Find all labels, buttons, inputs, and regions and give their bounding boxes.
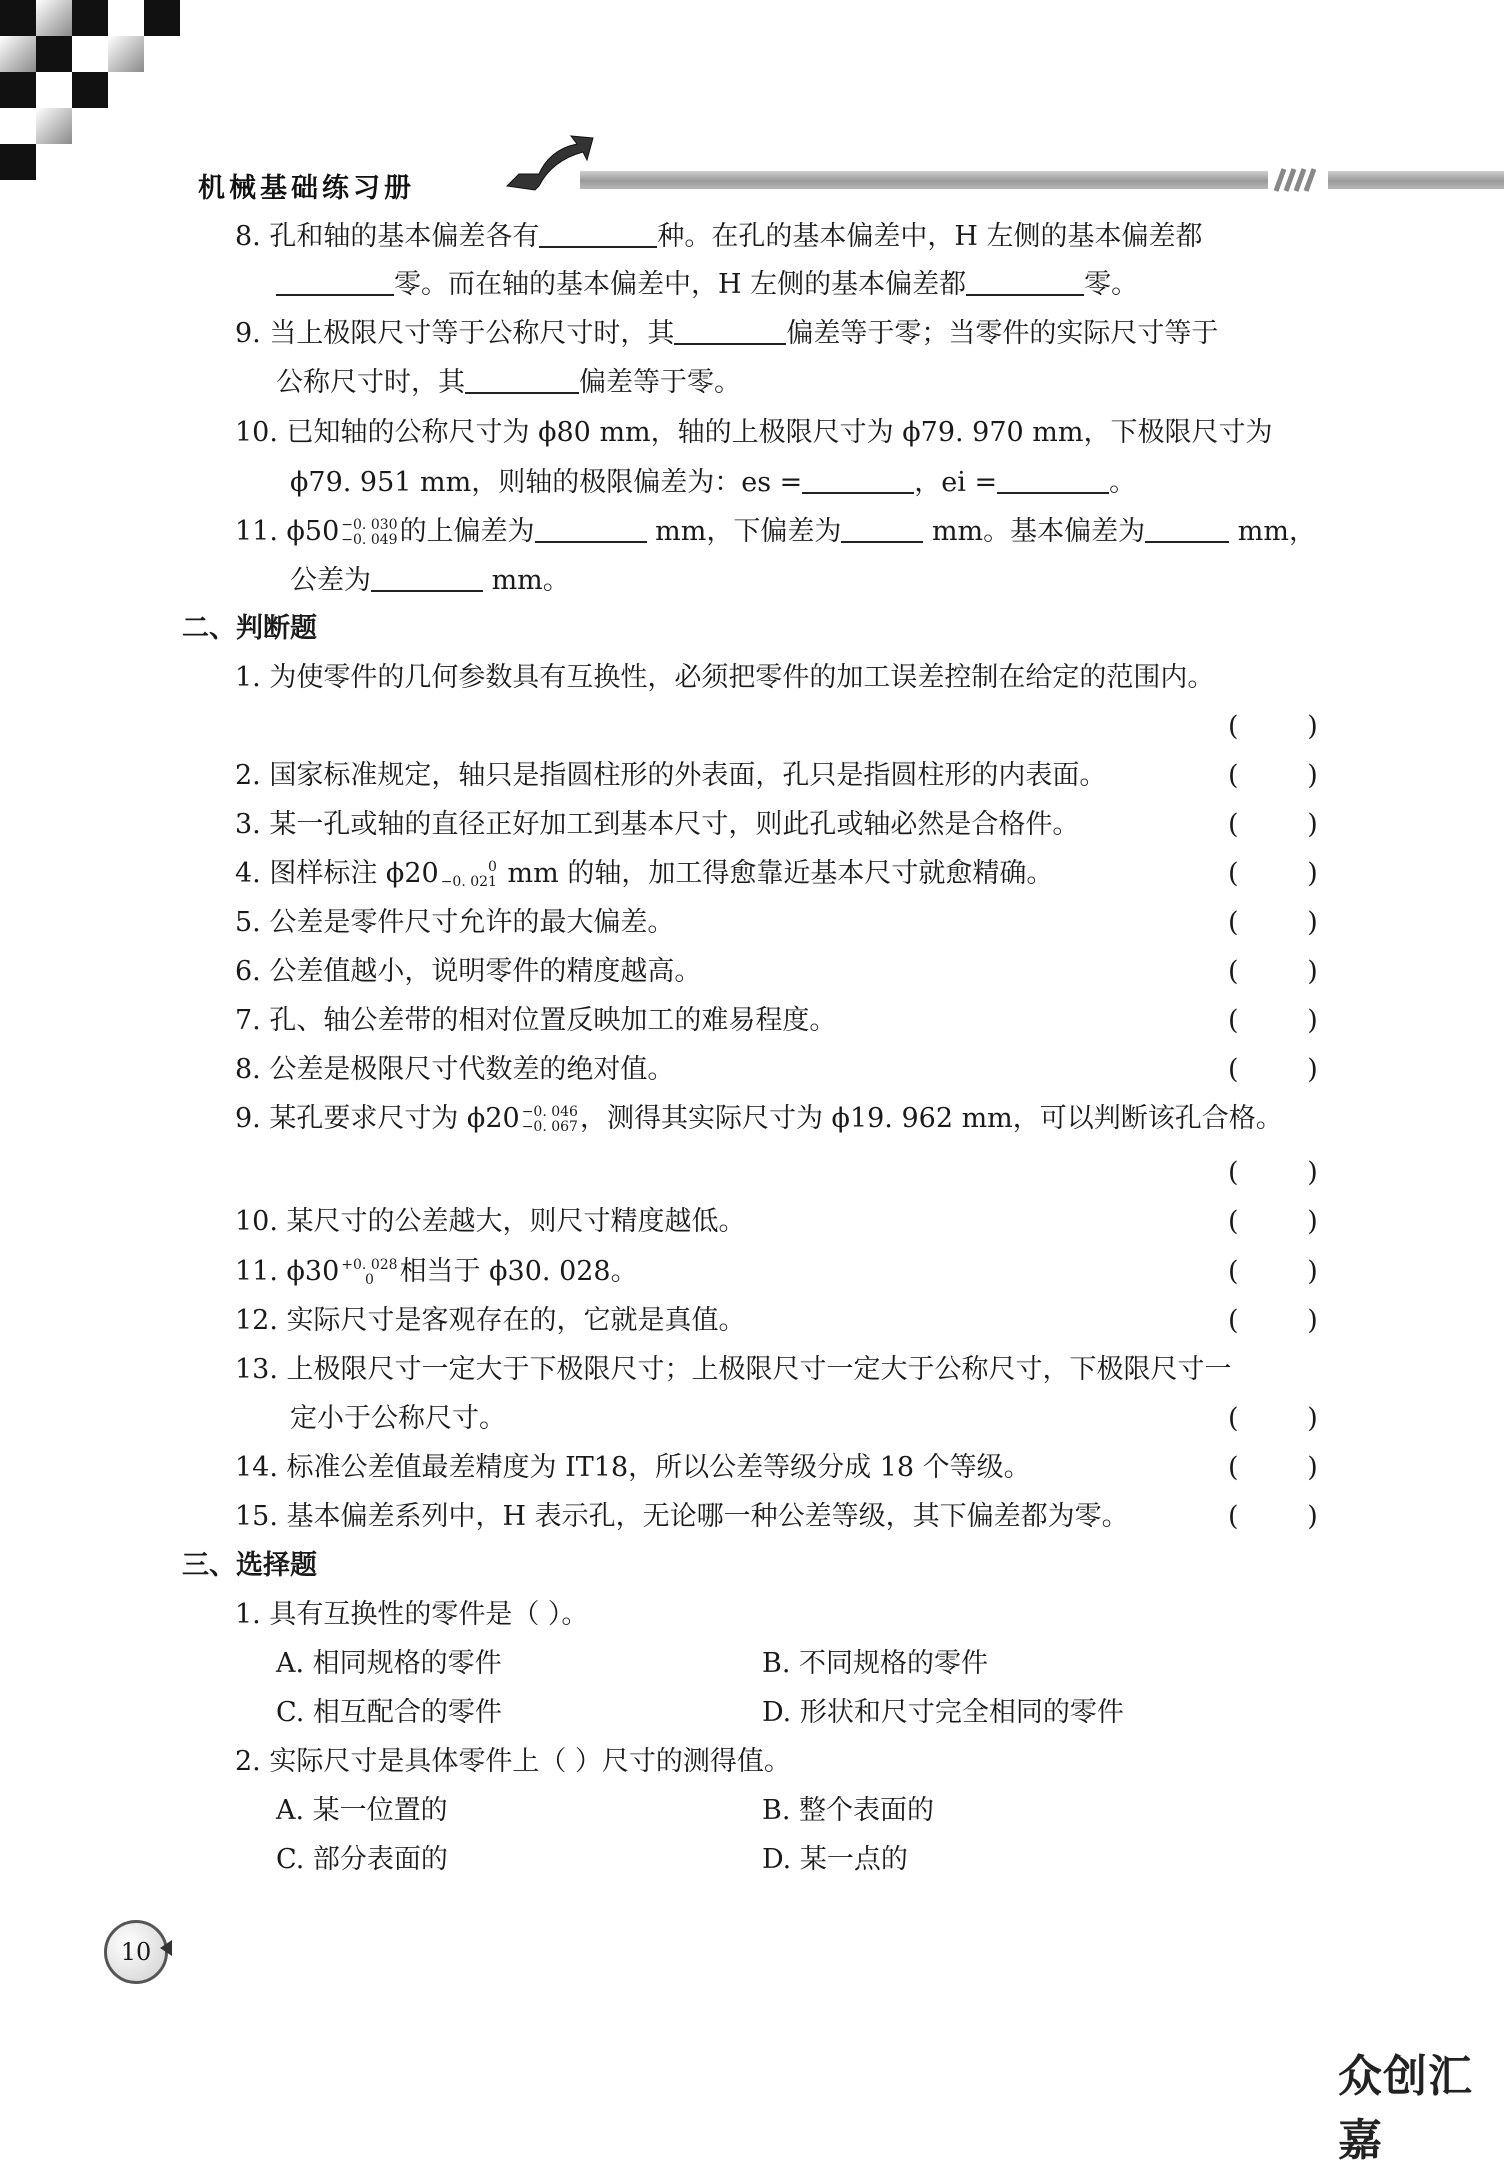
judge-q11: 11. ϕ30 +0. 028 0 相当于 ϕ30. 028。 — [235, 1256, 638, 1288]
judge-q13-line-1: 13. 上极限尺寸一定大于下极限尺寸；上极限尺寸一定大于公称尺寸，下极限尺寸一 — [235, 1354, 1232, 1385]
judge-q4: 4. 图样标注 ϕ20 0 −0. 021 mm 的轴，加工得愈靠近基本尺寸就愈精确。 — [235, 858, 1054, 890]
judge-q4-bracket: ( ) — [1228, 858, 1318, 889]
choice-q1-option-a: A. 相同规格的零件 — [276, 1648, 502, 1679]
judge-q5: 5. 公差是零件尺寸允许的最大偏差。 — [235, 907, 675, 938]
question-10-line-2: ϕ79. 951 mm，则轴的极限偏差为：es = ，ei = 。 — [290, 467, 1137, 498]
question-11-line-2: 公差为 mm。 — [290, 565, 570, 596]
curved-arrow-icon — [505, 130, 605, 200]
choice-q1: 1. 具有互换性的零件是（ ）。 — [235, 1599, 589, 1630]
judge-q7-bracket: ( ) — [1228, 1005, 1318, 1036]
judge-q13-bracket: ( ) — [1228, 1403, 1318, 1434]
choice-q1-option-d: D. 形状和尺寸完全相同的零件 — [762, 1697, 1124, 1728]
judge-q14-bracket: ( ) — [1228, 1452, 1318, 1483]
judge-q9-bracket: ( ) — [1228, 1157, 1318, 1188]
judge-q1: 1. 为使零件的几何参数具有互换性，必须把零件的加工误差控制在给定的范围内。 — [235, 662, 1215, 693]
judge-q8-bracket: ( ) — [1228, 1054, 1318, 1085]
judge-q15-bracket: ( ) — [1228, 1501, 1318, 1532]
judge-q2: 2. 国家标准规定，轴只是指圆柱形的外表面，孔只是指圆柱形的内表面。 — [235, 760, 1107, 791]
header-bar — [580, 171, 1504, 189]
judge-q12-bracket: ( ) — [1228, 1305, 1318, 1336]
answer-blank — [535, 515, 647, 543]
judge-q13-line-2: 定小于公称尺寸。 — [290, 1403, 506, 1434]
judge-q3: 3. 某一孔或轴的直径正好加工到基本尺寸，则此孔或轴必然是合格件。 — [235, 809, 1080, 840]
answer-blank — [966, 268, 1084, 296]
choice-q2-option-b: B. 整个表面的 — [762, 1795, 935, 1826]
question-9-line-2: 公称尺寸时，其 偏差等于零。 — [276, 367, 741, 398]
judge-q10: 10. 某尺寸的公差越大，则尺寸精度越低。 — [235, 1206, 746, 1237]
section-judge-heading: 二、判断题 — [182, 613, 317, 644]
judge-q6: 6. 公差值越小，说明零件的精度越高。 — [235, 956, 702, 987]
choice-q2-option-d: D. 某一点的 — [762, 1844, 908, 1875]
answer-blank — [371, 564, 483, 592]
choice-q2: 2. 实际尺寸是具体零件上（ ）尺寸的测得值。 — [235, 1746, 791, 1777]
judge-q11-bracket: ( ) — [1228, 1256, 1318, 1287]
answer-blank — [539, 220, 657, 248]
answer-blank — [465, 366, 579, 394]
answer-blank — [674, 317, 786, 345]
watermark: 众创汇嘉 — [1338, 2051, 1473, 2166]
checker-decoration — [0, 0, 200, 200]
judge-q1-bracket: ( ) — [1228, 711, 1318, 742]
choice-q1-option-b: B. 不同规格的零件 — [762, 1648, 989, 1679]
answer-blank — [802, 466, 914, 494]
judge-q5-bracket: ( ) — [1228, 907, 1318, 938]
judge-q9: 9. 某孔要求尺寸为 ϕ20 −0. 046 −0. 067 ，测得其实际尺寸为 ϕ19. 962 mm，可以判断该孔合格。 — [235, 1103, 1283, 1135]
judge-q14: 14. 标准公差值最差精度为 IT18，所以公差等级分成 18 个等级。 — [235, 1452, 1031, 1483]
section-choice-heading: 三、选择题 — [182, 1550, 317, 1581]
question-11-line-1: 11. ϕ50 −0. 030 −0. 049 的上偏差为 mm，下偏差为 mm。基本偏差为 mm， — [235, 516, 1316, 548]
hatch-decoration — [1268, 167, 1328, 193]
choice-q2-option-c: C. 部分表面的 — [276, 1844, 448, 1875]
answer-blank — [841, 515, 923, 543]
judge-q15: 15. 基本偏差系列中，H 表示孔，无论哪一种公差等级，其下偏差都为零。 — [235, 1501, 1129, 1532]
question-9-line-1: 9. 当上极限尺寸等于公称尺寸时，其 偏差等于零；当零件的实际尺寸等于 — [235, 318, 1219, 349]
choice-q2-option-a: A. 某一位置的 — [276, 1795, 448, 1826]
question-8-line-1: 8. 孔和轴的基本偏差各有 种。在孔的基本偏差中，H 左侧的基本偏差都 — [235, 221, 1203, 252]
judge-q8: 8. 公差是极限尺寸代数差的绝对值。 — [235, 1054, 675, 1085]
judge-q2-bracket: ( ) — [1228, 760, 1318, 791]
judge-q6-bracket: ( ) — [1228, 956, 1318, 987]
judge-q3-bracket: ( ) — [1228, 809, 1318, 840]
page-arrow-icon — [160, 1940, 172, 1956]
judge-q12: 12. 实际尺寸是客观存在的，它就是真值。 — [235, 1305, 746, 1336]
answer-blank — [997, 466, 1109, 494]
judge-q7: 7. 孔、轴公差带的相对位置反映加工的难易程度。 — [235, 1005, 837, 1036]
answer-blank — [276, 268, 394, 296]
book-title: 机械基础练习册 — [198, 173, 415, 204]
judge-q10-bracket: ( ) — [1228, 1206, 1318, 1237]
question-10-line-1: 10. 已知轴的公称尺寸为 ϕ80 mm，轴的上极限尺寸为 ϕ79. 970 mm，下极限尺寸为 — [235, 417, 1273, 448]
question-8-line-2: 零。而在轴的基本偏差中，H 左侧的基本偏差都 零。 — [276, 267, 1138, 303]
page-number: 10 — [104, 1920, 168, 1984]
choice-q1-option-c: C. 相互配合的零件 — [276, 1697, 502, 1728]
answer-blank — [1145, 515, 1229, 543]
